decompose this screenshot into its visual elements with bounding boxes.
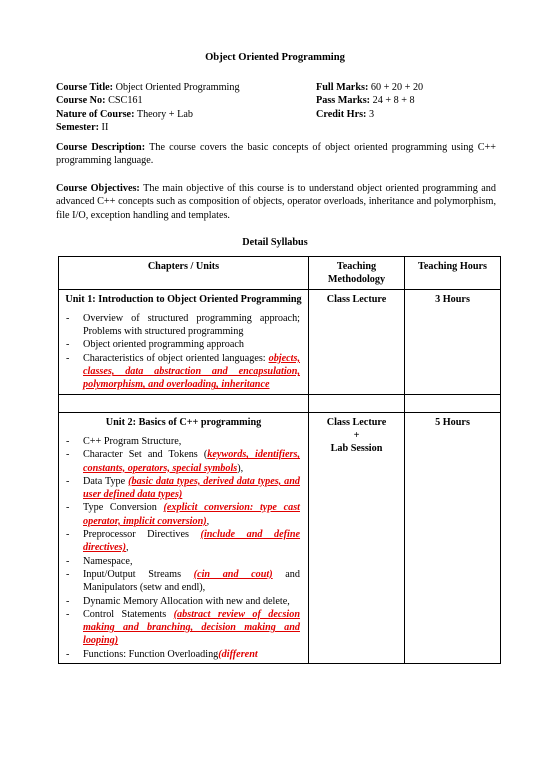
- empty-cell: [309, 394, 405, 412]
- course-title-label: Course Title:: [56, 82, 114, 93]
- course-title-value: Object Oriented Programming: [115, 82, 240, 93]
- topic-highlight: (basic data types, derived data types, and user defined data types): [83, 475, 300, 501]
- topic-highlight: (include and define directives): [83, 529, 301, 554]
- course-no-value: CSC161: [108, 95, 143, 107]
- unit2-methodology-line1: Class Lecture: [326, 416, 387, 428]
- topic-text: Preprocessor Directives: [83, 529, 201, 541]
- topic-highlight: objects, classes, data abstraction and encapsulation, polymorphism, and overloading, inheritance: [83, 352, 300, 391]
- topic-highlight: (different: [218, 648, 258, 660]
- pass-marks-label: Pass Marks:: [316, 95, 371, 107]
- syllabus-table: [58, 256, 501, 664]
- topic-highlight: keywords, identifiers, constants, operators, special symbols: [83, 449, 300, 474]
- topic-text: Namespace,: [83, 555, 133, 567]
- topic-after: ,: [126, 542, 129, 554]
- topic-text: Functions: Function Overloading: [83, 648, 219, 660]
- list-item: [63, 608, 300, 648]
- credit-label: Credit Hrs:: [316, 108, 367, 120]
- pass-marks-field: [316, 94, 415, 107]
- full-marks-value: 60 + 20 + 20: [370, 82, 424, 93]
- course-description: [56, 141, 496, 168]
- unit2-topic-list: [63, 435, 304, 661]
- topic-highlight: (cin and cout): [193, 568, 273, 580]
- unit2-cell: [59, 412, 309, 663]
- unit2-methodology-line3: Lab Session: [330, 443, 383, 455]
- semester-field: [56, 121, 108, 134]
- unit1-methodology: Class Lecture: [309, 289, 405, 394]
- list-item: [63, 501, 300, 528]
- pass-marks-value: 24 + 8 + 8: [372, 95, 415, 107]
- nature-label: Nature of Course:: [56, 108, 135, 120]
- topic-text: Type Conversion: [83, 502, 164, 514]
- description-text: The course covers the basic concepts of object oriented programming using C++ programming language.: [56, 142, 496, 167]
- list-item: [63, 338, 300, 351]
- list-item: [63, 528, 300, 555]
- list-item: [63, 352, 300, 392]
- course-no-label: Course No:: [56, 95, 106, 107]
- table-row: [59, 394, 501, 412]
- topic-text: Character Set and Tokens (: [83, 449, 208, 461]
- topic-text: Control Statements: [83, 608, 174, 620]
- description-label: Course Description:: [56, 142, 146, 153]
- topic-text: Input/Output Streams: [83, 568, 194, 580]
- topic-after: and Manipulators (setw and endl),: [83, 568, 300, 594]
- topic-after: ),: [237, 462, 244, 474]
- syllabus-heading: Detail Syllabus: [242, 237, 308, 248]
- list-item: [63, 435, 300, 448]
- semester-value: II: [101, 122, 109, 134]
- unit2-methodology: [309, 412, 405, 663]
- nature-value: Theory + Lab: [136, 108, 193, 120]
- unit1-title: Unit 1: Introduction to Object Oriented Programming: [65, 293, 302, 305]
- objectives-text: The main objective of this course is to understand object oriented programming and advanced C++ concepts such as composition of objects, operator overloads, inheritance and polymorphism, file I/O, exception handling and templates.: [56, 183, 496, 221]
- unit2-methodology-line2: +: [353, 429, 360, 441]
- topic-text: Dynamic Memory Allocation with new and delete,: [83, 595, 290, 607]
- unit2-title: Unit 2: Basics of C++ programming: [105, 416, 262, 428]
- unit1-hours: 3 Hours: [405, 289, 501, 394]
- topic-text: Characteristics of object oriented languages:: [83, 352, 269, 364]
- topic-after: ,: [206, 515, 210, 527]
- course-title-field: [56, 81, 240, 94]
- credit-field: [316, 108, 374, 121]
- topic-highlight: (explicit conversion: type cast operator, implicit conversion): [83, 502, 300, 527]
- nature-field: [56, 108, 193, 121]
- list-item: [63, 312, 300, 339]
- semester-label: Semester:: [56, 122, 99, 134]
- table-row: [59, 412, 501, 663]
- topic-highlight: (abstract review of decsion making and branching, decision making and looping): [83, 608, 300, 647]
- header-methodology: Teaching Methodology: [309, 257, 405, 290]
- list-item: [63, 555, 300, 568]
- topic-text: C++ Program Structure,: [83, 435, 182, 447]
- document-title: Object Oriented Programming: [205, 52, 345, 63]
- header-chapters: Chapters / Units: [59, 257, 309, 290]
- list-item: [63, 568, 300, 595]
- course-no-field: [56, 94, 143, 107]
- full-marks-field: [316, 81, 423, 94]
- list-item: [63, 475, 300, 502]
- empty-cell: [59, 394, 309, 412]
- empty-cell: [405, 394, 501, 412]
- course-objectives: [56, 182, 496, 222]
- unit1-cell: [59, 289, 309, 394]
- table-row: [59, 289, 501, 394]
- list-item: [63, 648, 300, 661]
- course-meta: [56, 81, 506, 135]
- topic-text: Overview of structured programming approach; Problems with structured programming: [83, 312, 300, 338]
- table-header-row: [59, 257, 501, 290]
- header-hours: Teaching Hours: [405, 257, 501, 290]
- topic-text: Object oriented programming approach: [83, 339, 244, 351]
- list-item: [63, 448, 300, 475]
- unit2-hours: 5 Hours: [405, 412, 501, 663]
- list-item: [63, 595, 300, 608]
- full-marks-label: Full Marks:: [316, 82, 369, 93]
- objectives-label: Course Objectives:: [56, 183, 140, 194]
- unit1-topic-list: [63, 312, 304, 392]
- topic-text: Data Type: [83, 475, 129, 487]
- credit-value: 3: [369, 108, 375, 120]
